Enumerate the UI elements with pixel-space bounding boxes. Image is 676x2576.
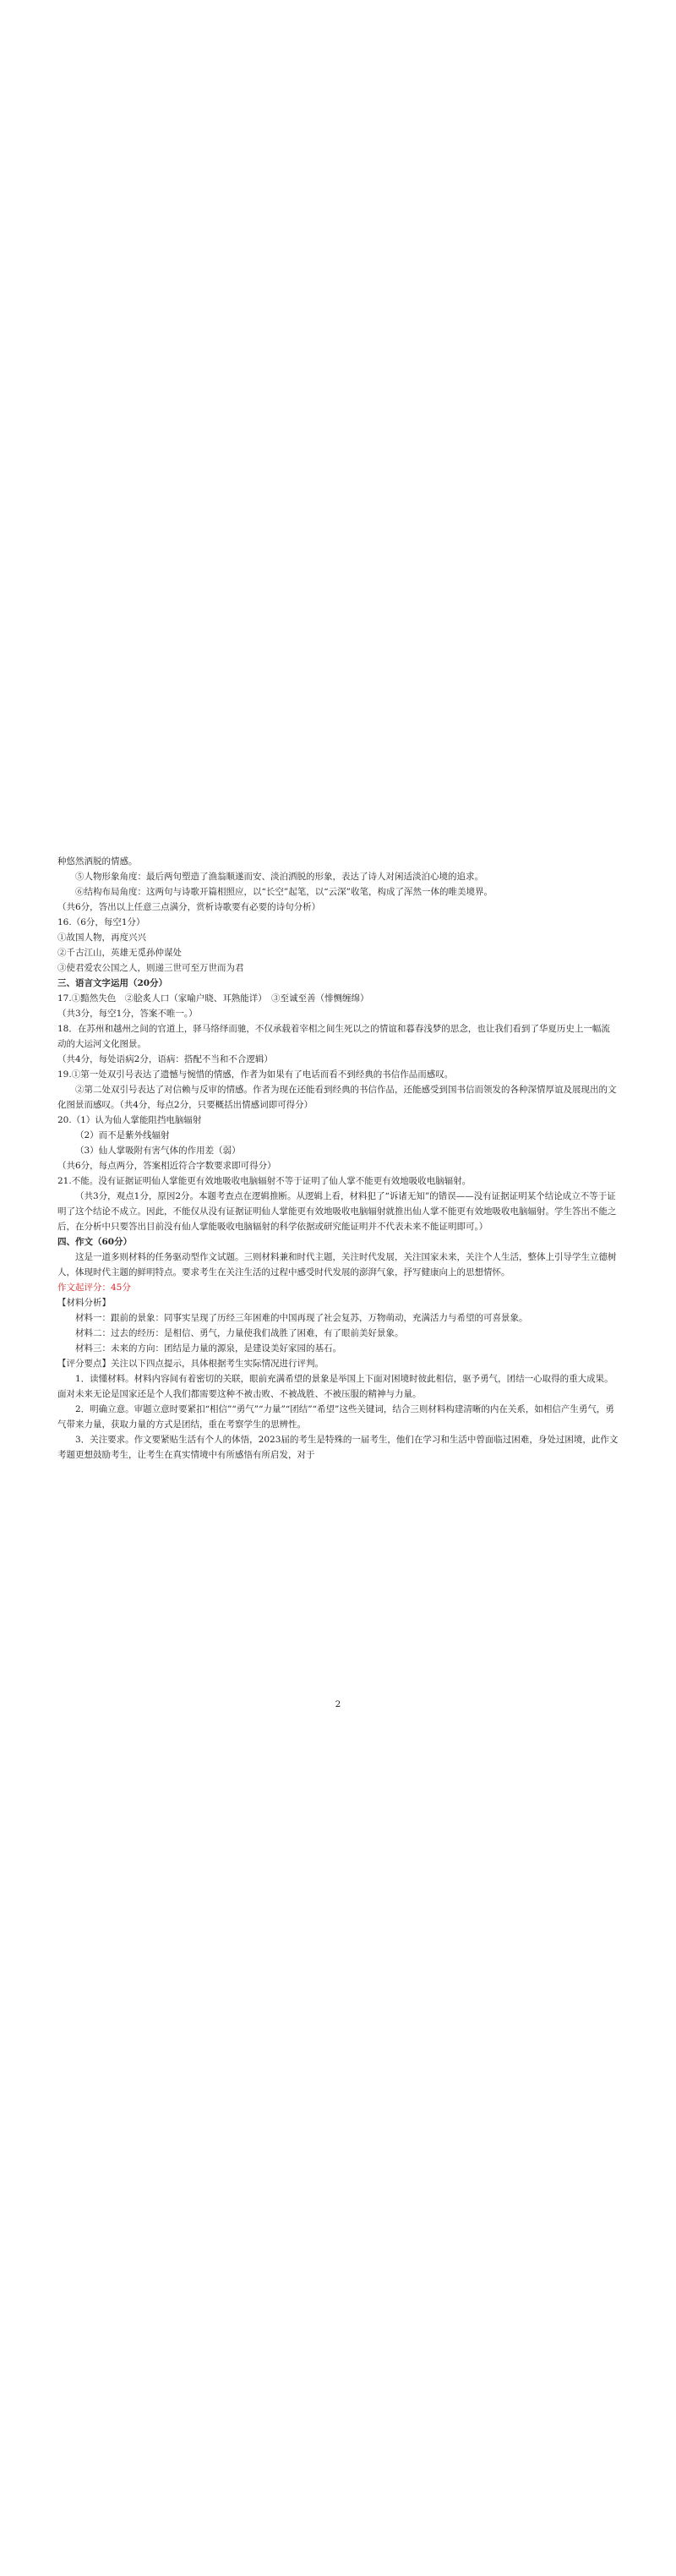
text-line: （共3分，每空1分，答案不唯一。）: [57, 1009, 198, 1019]
text-line: 三、语言文字运用（20分）: [57, 978, 168, 988]
text-line: 作文起评分：45分: [57, 1283, 131, 1293]
text-line: 【材料分析】: [57, 1298, 111, 1308]
text-line: （共3分，观点1分，原因2分。本题考查点在逻辑推断。从逻辑上看，材料犯了“诉诸无知”的错误——没有证据证明某个结论成立不等于证明了这个结论不成立。因此，不能仅从没有证据证明仙人掌能更有效地吸收电脑辐射就推出仙人掌不能更有效地吸收电脑辐射。学生答出不能之后，在分析中只要答出目前没有仙人掌能吸收电脑辐射的科学依据或研究能证明并不代表未来不能证明即可。）: [57, 1191, 617, 1232]
text-line: ②第二处双引号表达了对信赖与反审的情感。作者为现在还能看到经典的书信作品，还能感受到国书信而领发的各种深情厚谊及展现出的文化图景而感叹。（共4分，每点2分，只要概括出情感词即可得分）: [57, 1085, 617, 1110]
page-number: 2: [335, 1699, 341, 1709]
text-line: ⑥结构布局角度：这两句与诗歌开篇相照应，以“长空”起笔，以“云深”收笔，构成了浑然一体的唯美境界。: [75, 887, 493, 897]
text-line: 1．读懂材料。材料内容间有着密切的关联，眼前充满希望的景象是举国上下面对困境时彼此相信，驱予勇气，团结一心取得的重大成果。面对未来无论是国家还是个人我们都需要这种不被击败、不被战胜、不被压服的精神与力量。: [57, 1374, 613, 1399]
text-line: 材料三：未来的方向：团结是力量的源泉，是建设美好家园的基石。: [75, 1343, 341, 1354]
text-line: 种悠然洒脱的情感。: [57, 856, 138, 867]
text-line: 四、作文（60分）: [57, 1237, 133, 1247]
text-line: 19.①第一处双引号表达了遗憾与惋惜的情感，作者为如果有了电话而看不到经典的书信作品而感叹。: [57, 1069, 454, 1080]
text-line: 20.（1）认为仙人掌能阻挡电脑辐射: [57, 1115, 202, 1125]
text-line: （共4分，每处语病2分，语病：搭配不当和不合逻辑）: [57, 1054, 273, 1064]
answer-key-content: [57, 854, 619, 1463]
text-line: 2．明确立意。审题立意时要紧扣“相信”“勇气”“力量”“团结”“希望”这些关键词，结合三则材料构建清晰的内在关系，如相信产生勇气，勇气带来力量，获取力量的方式是团结，重在考察学生的思辨性。: [57, 1404, 614, 1430]
text-line: （共6分，每点两分，答案相近符合字数要求即可得分）: [57, 1161, 276, 1171]
text-line: 【评分要点】关注以下四点提示，具体根据考生实际情况进行评判。: [57, 1359, 324, 1369]
text-line: 这是一道多则材料的任务驱动型作文试题。三则材料兼和时代主题，关注时代发展，关注国家未来，关注个人生活，整体上引导学生立德树人，体现时代主题的鲜明特点。要求考生在关注生活的过程中感受时代发展的澎湃气象，抒写健康向上的思想情怀。: [57, 1252, 617, 1277]
text-line: 17.①黯然失色 ②脍炙人口（家喻户晓、耳熟能详） ③至诚至善（悱恻缠绵）: [57, 993, 369, 1004]
text-line: ①故国人物，再度兴兴: [57, 933, 146, 943]
text-line: （共6分，答出以上任意三点满分，赏析诗歌要有必要的诗句分析）: [57, 902, 321, 912]
text-line: 18．在苏州和越州之间的官道上，驿马络绎而驰，不仅承载着宰相之间生死以之的情谊和暮春浅梦的思念，也让我们看到了华夏历史上一幅流动的大运河文化图景。: [57, 1024, 610, 1049]
text-line: 材料一：跟前的景象：同事实呈现了历经三年困难的中国再现了社会复苏，万物萌动，充满活力与希望的可喜景象。: [75, 1313, 528, 1323]
text-line: 21.不能。没有证据证明仙人掌能更有效地吸收电脑辐射不等于证明了仙人掌不能更有效地吸收电脑辐射。: [57, 1176, 472, 1186]
text-line: ②千古江山，英雄无觅孙仲谋处: [57, 948, 182, 958]
text-line: （2）而不是紫外线辐射: [75, 1130, 170, 1140]
text-line: ⑤人物形象角度：最后两句塑造了渔翁顺遂而安、淡泊洒脱的形象，表达了诗人对闲适淡泊心境的追求。: [75, 872, 483, 882]
text-line: 材料二：过去的经历：是相信、勇气，力量使我们战胜了困难，有了眼前美好景象。: [75, 1328, 404, 1338]
text-line: ③使君爱农公国之人，则递三世可至万世而为君: [57, 963, 244, 973]
text-line: 3．关注要求。作文要紧贴生活有个人的体悟，2023届的考生是特殊的一届考生，他们在学习和生活中曾面临过困难，身处过困境，此作文考题更想鼓励考生，让考生在真实情境中有所感悟有所启发，对于: [57, 1435, 619, 1460]
text-line: （3）仙人掌吸附有害气体的作用差（弱）: [75, 1146, 241, 1156]
text-line: 16.（6分，每空1分）: [57, 917, 145, 927]
